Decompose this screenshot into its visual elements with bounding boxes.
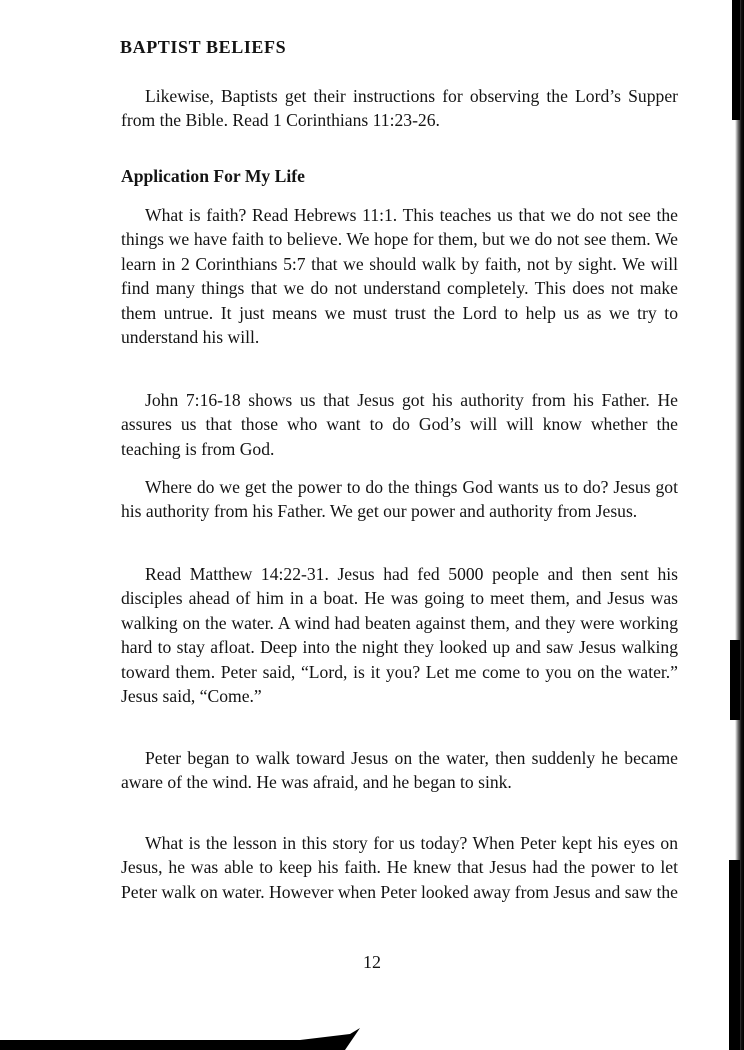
page-number: 12: [363, 952, 381, 972]
paragraph-faith: What is faith? Read Hebrews 11:1. This teaches us that we do not see the things we have faith to believe. We hope for them, but we do not see them. We learn in 2 Corinthians 5:7 that we should walk by faith, not by sight. We will find many things that we do not understand completely. This does not make them untrue. It just means we must trust the Lord to help us as we try to understand his will.: [121, 205, 678, 348]
scan-edge-shadow-bottom: [0, 1028, 360, 1050]
scan-edge-dark-bottom: [729, 860, 740, 1050]
paragraph-power: Where do we get the power to do the things God wants us to do? Jesus got his authority from his Father. We get our power and authority from Jesus.: [121, 477, 678, 522]
paragraph-matthew: Read Matthew 14:22-31. Jesus had fed 5000 people and then sent his disciples ahead of him in a boat. He was going to meet them, and Jesus was walking on the water. A wind had beaten against them, and they were working hard to stay afloat. Deep into the night they looked up and saw Jesus walking toward them. Peter said, “Lord, is it you? Let me come to you on the water.” Jesus said, “Come.”: [121, 564, 678, 707]
paragraph-block-3: [121, 475, 678, 524]
scan-edge-dark-middle: [730, 640, 740, 720]
paragraph-block-5: [121, 746, 678, 795]
paragraph-block-4: [121, 562, 678, 708]
intro-block: [121, 84, 678, 133]
paragraph-block-1: [121, 203, 678, 349]
paragraph-lesson: What is the lesson in this story for us today? When Peter kept his eyes on Jesus, he was able to keep his faith. He knew that Jesus had the power to let Peter walk on water. However when Peter looked away from Jesus and saw the: [121, 833, 678, 902]
paragraph-block-2: [121, 388, 678, 461]
section-heading: Application For My Life: [121, 166, 305, 186]
paragraph-john: John 7:16-18 shows us that Jesus got his authority from his Father. He assures us that those who want to do God’s will will know whether the teaching is from God.: [121, 390, 678, 459]
running-title: BAPTIST BELIEFS: [120, 37, 287, 57]
scan-edge-dark-top: [732, 0, 740, 120]
paragraph-block-6: [121, 831, 678, 904]
section-heading-block: [121, 164, 678, 188]
intro-paragraph: Likewise, Baptists get their instructions for observing the Lord’s Supper from the Bible. Read 1 Corinthians 11:23-26.: [121, 86, 678, 131]
paragraph-peter-sinks: Peter began to walk toward Jesus on the water, then suddenly he became aware of the wind. He was afraid, and he began to sink.: [121, 748, 678, 793]
